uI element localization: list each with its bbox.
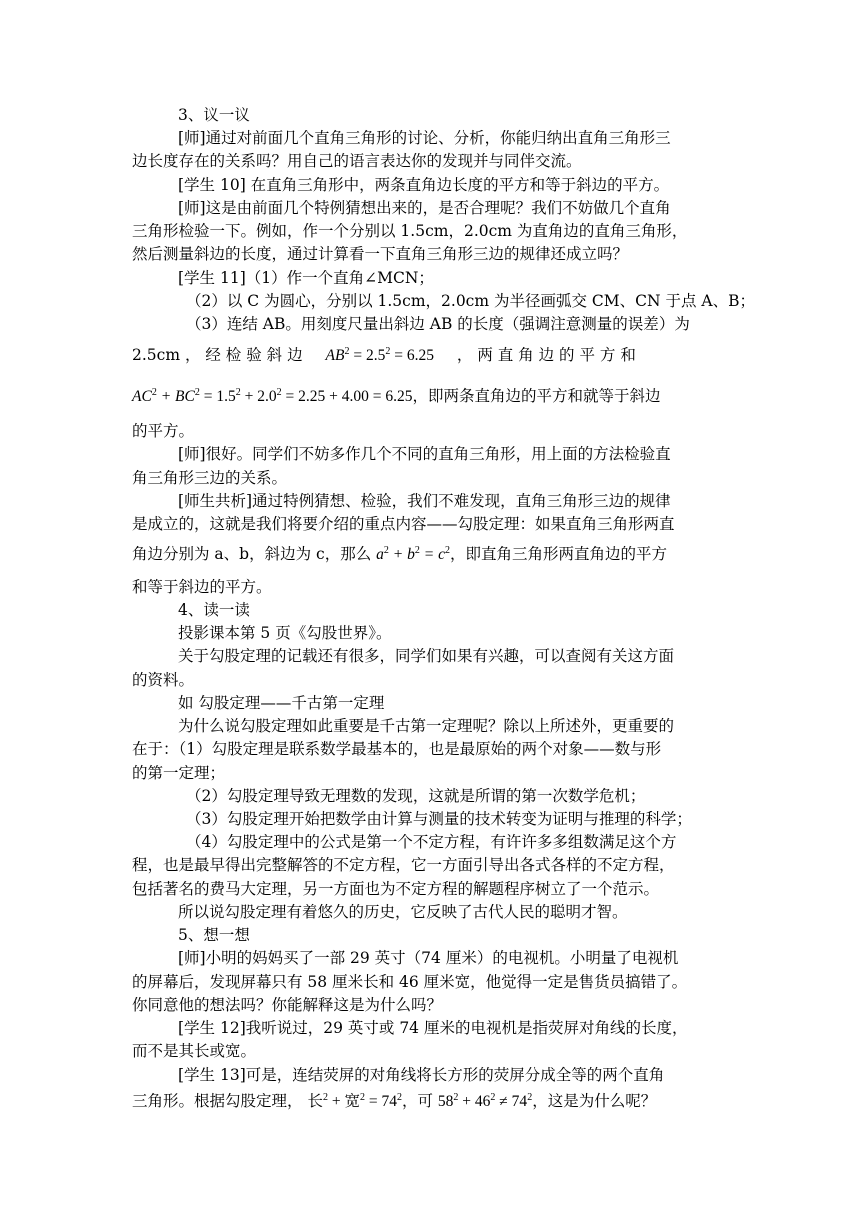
paragraph-line: 如 勾股定理——千古第一定理 <box>178 694 385 712</box>
math-term: + BC <box>160 388 195 405</box>
exponent: 2 <box>151 387 157 398</box>
paragraph-line: 边长度存在的关系吗？用自己的语言表达你的发现并与同伴交流。 <box>132 152 582 170</box>
paragraph-line: 和等于斜边的平方。 <box>132 578 272 596</box>
paragraph-line: [学生 10] 在直角三角形中，两条直角边长度的平方和等于斜边的平方。 <box>178 176 670 194</box>
paragraph-line: 角三角形三边的关系。 <box>132 469 288 487</box>
section-heading: 5、想一想 <box>178 926 250 944</box>
math-term: + 2.0 <box>244 388 277 405</box>
math-term: 58 <box>437 1093 454 1110</box>
paragraph-line: 三角形检验一下。例如，作一个分别以 1.5cm，2.0cm 为直角边的直角三角形， <box>132 222 688 240</box>
exponent: 2 <box>359 1092 365 1103</box>
exponent: 2 <box>396 1092 402 1103</box>
math-term: + b <box>392 546 415 563</box>
paragraph-line: [师]通过对前面几个直角三角形的讨论、分析，你能归纳出直角三角形三 <box>178 129 671 147</box>
paragraph-line: 的平方。 <box>132 422 195 440</box>
exponent: 2 <box>344 346 350 357</box>
exponent: 2 <box>194 387 200 398</box>
text-segment: ， 两 直 角 边 的 平 方 和 <box>456 346 636 364</box>
text-segment: ，可 <box>401 1092 433 1110</box>
paragraph-line: 关于勾股定理的记载还有很多，同学们如果有兴趣，可以查阅有关这方面 <box>178 647 675 665</box>
math-term: 长 <box>307 1093 323 1110</box>
math-term: = 2.5 <box>353 347 386 364</box>
paragraph-line: 程，也是最早得出完整解答的不定方程，它一方面引导出各式各样的不定方程， <box>132 856 675 874</box>
paragraph-line-with-formula <box>132 1086 732 1116</box>
math-term: ≠ 74 <box>499 1093 528 1110</box>
formula-inequality <box>438 1093 532 1110</box>
formula-tv-diagonal <box>307 1093 402 1110</box>
paragraph-line: （3）勾股定理开始把数学由计算与测量的技术转变为证明与推理的科学； <box>186 810 692 828</box>
text-segment: ，这是为什么呢？ <box>532 1092 657 1110</box>
exponent: 2 <box>444 545 450 556</box>
math-term: + 46 <box>462 1093 491 1110</box>
paragraph-line: 的资料。 <box>132 671 195 689</box>
paragraph-line: （2）勾股定理导致无理数的发现，这就是所谓的第一次数学危机； <box>186 787 646 805</box>
exponent: 2 <box>490 1092 496 1103</box>
paragraph-line-with-formula <box>132 381 732 411</box>
paragraph-line: 包括著名的费马大定理，另一方面也为不定方程的解题程序树立了一个范示。 <box>132 880 660 898</box>
paragraph-line: [学生 13]可是，连结荧屏的对角线将长方形的荧屏分成全等的两个直角 <box>178 1066 665 1084</box>
text-segment: 三角形。根据勾股定理， <box>132 1092 303 1110</box>
text-segment: ，即直角三角形两直角边的平方 <box>449 545 667 563</box>
text-segment: 2.5cm ， 经 检 验 斜 边 <box>132 346 303 364</box>
paragraph-line: （2）以 C 为圆心，分别以 1.5cm，2.0cm 为半径画弧交 CM、CN 于点 A、B； <box>186 292 756 310</box>
paragraph-line: [学生 12]我听说过，29 英寸或 74 厘米的电视机是指荧屏对角线的长度， <box>178 1019 688 1037</box>
exponent: 2 <box>276 387 282 398</box>
math-term: = 6.25 <box>394 347 434 364</box>
formula-ab-squared <box>326 347 434 364</box>
math-term: = 74 <box>368 1093 397 1110</box>
paragraph-line: （3）连结 AB。用刻度尺量出斜边 AB 的长度（强调注意测量的误差）为 <box>186 315 690 333</box>
exponent: 2 <box>385 346 391 357</box>
paragraph-line: 你同意他的想法吗？你能解释这是为什么吗？ <box>132 996 443 1014</box>
math-term: = 2.25 + 4.00 = 6.25 <box>285 388 413 405</box>
paragraph-line: 在于：（1）勾股定理是联系数学最基本的，也是最原始的两个对象——数与形 <box>132 740 662 758</box>
math-term: = c <box>423 546 445 563</box>
paragraph-line: [师生共析]通过特例猜想、检验，我们不难发现，直角三角形三边的规律 <box>178 492 671 510</box>
exponent: 2 <box>527 1092 533 1103</box>
paragraph-line: 投影课本第 5 页《勾股世界》。 <box>178 624 392 642</box>
section-heading: 3、议一议 <box>178 106 250 124</box>
math-term: AC <box>132 388 152 405</box>
paragraph-line: 所以说勾股定理有着悠久的历史，它反映了古代人民的聪明才智。 <box>178 903 628 921</box>
paragraph-line: 是成立的，这就是我们将要介绍的重点内容——勾股定理：如果直角三角形两直 <box>132 515 675 533</box>
paragraph-line: [学生 11]（1）作一个直角∠MCN； <box>178 269 434 287</box>
exponent: 2 <box>453 1092 459 1103</box>
paragraph-line-with-formula <box>132 539 732 569</box>
section-heading: 4、读一读 <box>178 601 250 619</box>
text-segment: ，即两条直角边的平方和就等于斜边 <box>412 387 661 405</box>
paragraph-line: 的第一定理； <box>132 764 226 782</box>
math-term: AB <box>325 347 345 364</box>
paragraph-line: [师]小明的妈妈买了一部 29 英寸（74 厘米）的电视机。小明量了电视机 <box>178 949 679 967</box>
paragraph-line: 而不是其长或宽。 <box>132 1042 257 1060</box>
math-term: + 宽 <box>331 1093 360 1110</box>
paragraph-line: 的屏幕后，发现屏幕只有 58 厘米长和 46 厘米宽，他觉得一定是售货员搞错了。 <box>132 973 688 991</box>
paragraph-line: 为什么说勾股定理如此重要是千古第一定理呢？除以上所述外，更重要的 <box>178 717 675 735</box>
formula-pythagorean <box>376 546 450 563</box>
exponent: 2 <box>414 545 420 556</box>
paragraph-line: 然后测量斜边的长度，通过计算看一下直角三角形三边的规律还成立吗？ <box>132 245 629 263</box>
paragraph-line: [师]这是由前面几个特例猜想出来的，是否合理呢？我们不妨做几个直角 <box>178 199 671 217</box>
exponent: 2 <box>383 545 389 556</box>
math-term: = 1.5 <box>203 388 236 405</box>
exponent: 2 <box>235 387 241 398</box>
paragraph-line-with-formula <box>132 340 732 370</box>
text-segment: 角边分别为 a、b，斜边为 c，那么 <box>132 545 372 563</box>
math-term: a <box>376 546 384 563</box>
exponent: 2 <box>322 1092 328 1103</box>
formula-sum-of-squares <box>132 388 412 405</box>
paragraph-line: [师]很好。同学们不妨多作几个不同的直角三角形，用上面的方法检验直 <box>178 445 671 463</box>
paragraph-line: （4）勾股定理中的公式是第一个不定方程，有许许多多组数满足这个方 <box>186 833 677 851</box>
